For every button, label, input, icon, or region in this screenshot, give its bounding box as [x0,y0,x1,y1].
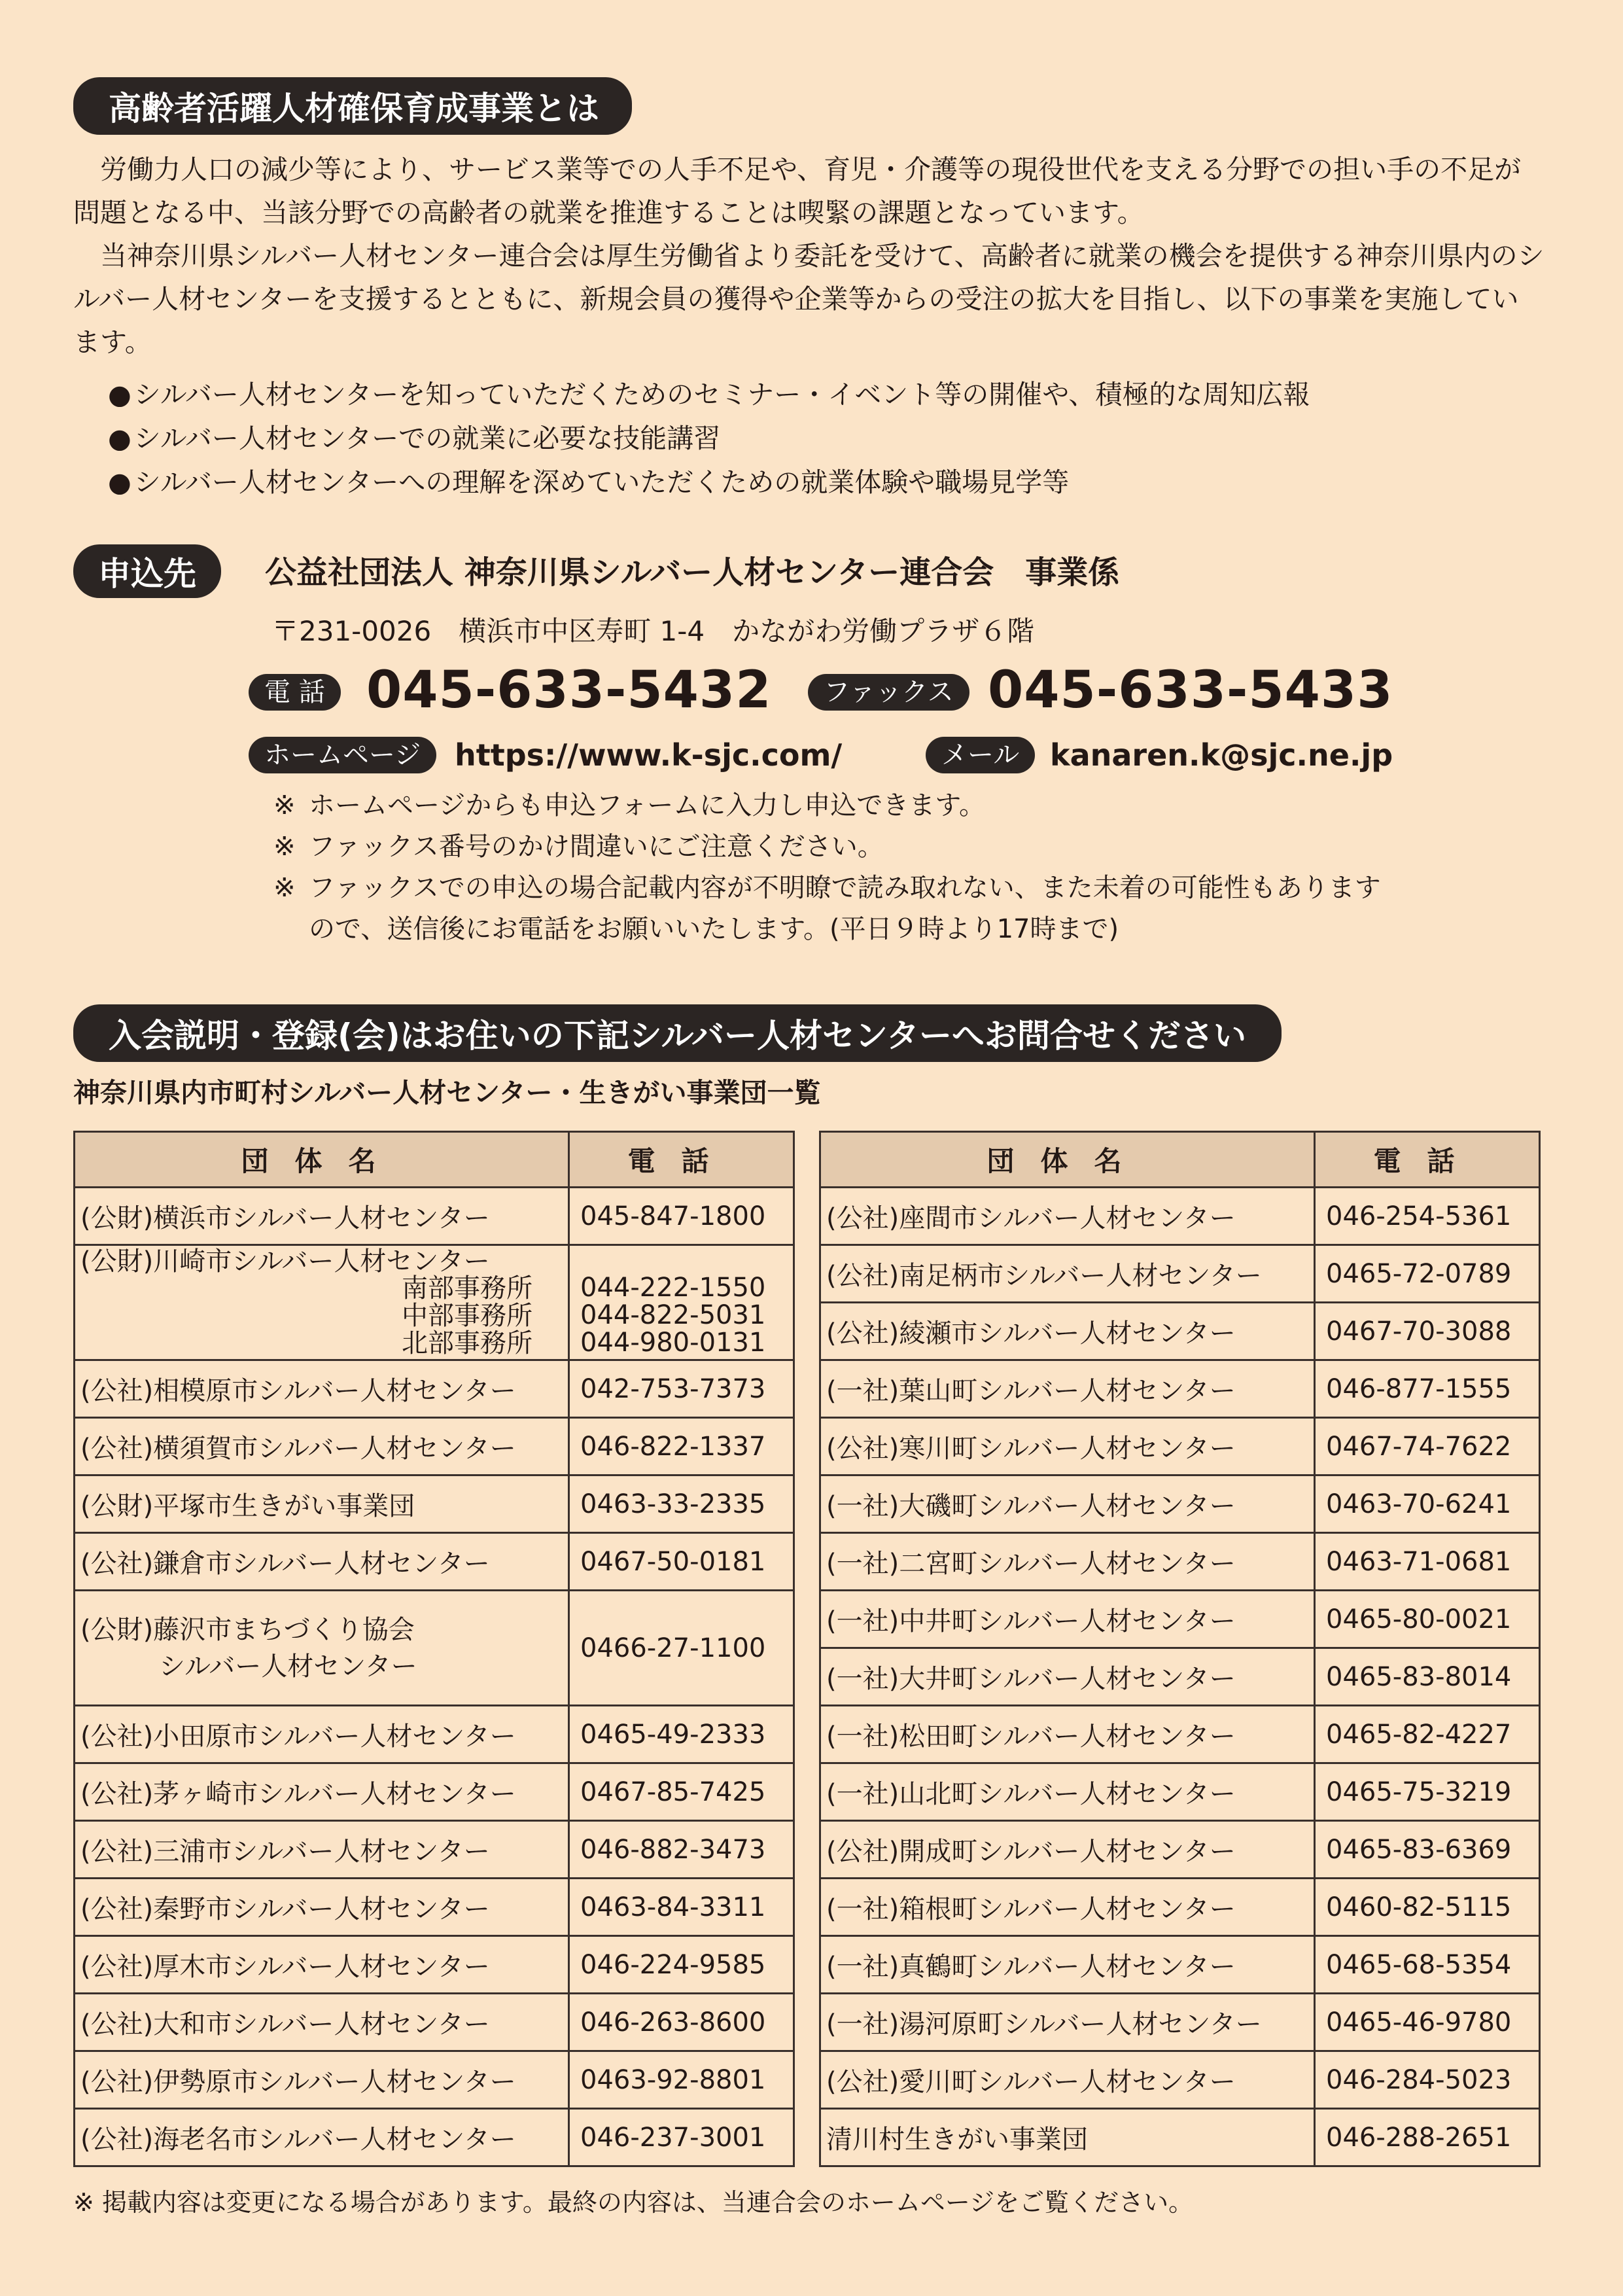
table-row [820,1533,1540,1591]
column-header-tel: 電話 [1315,1132,1540,1188]
column-header-tel: 電話 [569,1132,794,1188]
org-name: (公社)秦野市シルバー人材センター [75,1879,569,1936]
section-heading-program: 高齢者活躍人材確保育成事業とは [73,77,632,135]
table-row [820,1418,1540,1475]
branch-tel: 044-822-5031 [580,1300,766,1330]
table-row [820,1763,1540,1821]
org-name: (公社)鎌倉市シルバー人材センター [75,1533,569,1591]
org-tel: 046-263-8600 [569,1994,794,2051]
org-tel: 046-877-1555 [1315,1360,1540,1418]
org-tel: 0465-49-2333 [569,1706,794,1763]
org-name: (公社)愛川町シルバー人材センター [820,2051,1315,2109]
table-row [820,1706,1540,1763]
table-row [820,1475,1540,1533]
table-row [820,1360,1540,1418]
table-row [820,1188,1540,1245]
section-heading-membership: 入会説明・登録(会)はお住いの下記シルバー人材センターへお問合せください [73,1004,1282,1062]
note-item-continued: ので、送信後にお電話をお願いいたします。(平日９時より17時まで) [309,914,1119,944]
apply-notes [273,785,1381,950]
table-row [820,1245,1540,1303]
note-mark: ※ [273,832,296,862]
fax-number[interactable]: 045-633-5433 [988,661,1393,720]
table-row [820,2109,1540,2166]
table-row [820,1303,1540,1360]
org-tel: 0467-70-3088 [1315,1303,1540,1360]
note-item: ファックス番号のかけ間違いにご注意ください。 [309,832,884,862]
org-name: (一社)松田町シルバー人材センター [820,1706,1315,1763]
bullet-item: ● シルバー人材センターを知っていただくためのセミナー・イベント等の開催や、積極的な周知広報 [108,373,1310,417]
apply-label: 申込先 [73,544,221,598]
org-name: (公社)南足柄市シルバー人材センター [820,1245,1315,1303]
org-name: (公財)藤沢市まちづくり協会 [80,1614,415,1645]
bullet-item: ● シルバー人材センターへの理解を深めていただくための就業体験や職場見学等 [108,461,1310,504]
note-item: ホームページからも申込フォームに入力し申込できます。 [309,790,985,821]
org-name: (公社)横須賀市シルバー人材センター [75,1418,569,1475]
org-tel: 0466-27-1100 [569,1591,794,1706]
org-tel: 0467-74-7622 [1315,1418,1540,1475]
branch-tel: 044-222-1550 [580,1273,766,1303]
org-name: (公財)平塚市生きがい事業団 [75,1475,569,1533]
org-tel: 0465-83-8014 [1315,1648,1540,1706]
table-row [820,1591,1540,1648]
org-tel: 0465-82-4227 [1315,1706,1540,1763]
org-name: 清川村生きがい事業団 [820,2109,1315,2166]
org-name: (一社)葉山町シルバー人材センター [820,1360,1315,1418]
org-tel: 046-288-2651 [1315,2109,1540,2166]
note-mark: ※ [273,790,296,821]
paragraph-1: 労働力人口の減少等により、サービス業等での人手不足や、育児・介護等の現役世代を支える分野での担い手の不足が問題となる中、当該分野での高齢者の就業を推進することは喫緊の課題となっています。 [73,154,1522,228]
branch-name: 北部事務所 [402,1328,532,1358]
directory-table-right [819,1131,1541,2167]
org-tel: 0460-82-5115 [1315,1879,1540,1936]
org-name: (公社)伊勢原市シルバー人材センター [75,2051,569,2109]
column-header-name: 団体名 [75,1132,569,1188]
table-row [820,1936,1540,1994]
homepage-tag: ホームページ [249,737,436,773]
org-name: (公社)寒川町シルバー人材センター [820,1418,1315,1475]
table-row-kawasaki [75,1245,794,1360]
branch-tel: 044-980-0131 [580,1328,766,1358]
org-tel: 046-284-5023 [1315,2051,1540,2109]
org-tel: 0465-75-3219 [1315,1763,1540,1821]
org-name: (一社)大磯町シルバー人材センター [820,1475,1315,1533]
org-tel: 0465-68-5354 [1315,1936,1540,1994]
note-item: ファックスでの申込の場合記載内容が不明瞭で読み取れない、また未着の可能性もあります [309,873,1381,903]
org-tel: 0463-70-6241 [1315,1475,1540,1533]
directory-title: 神奈川県内市町村シルバー人材センター・生きがい事業団一覧 [73,1077,821,1108]
org-tel: 046-254-5361 [1315,1188,1540,1245]
org-tel: 0467-85-7425 [569,1763,794,1821]
org-name: (一社)箱根町シルバー人材センター [820,1879,1315,1936]
org-name: (一社)真鶴町シルバー人材センター [820,1936,1315,1994]
org-tel: 046-237-3001 [569,2109,794,2166]
org-tel: 0465-83-6369 [1315,1821,1540,1879]
org-name: (一社)二宮町シルバー人材センター [820,1533,1315,1591]
directory-table-left [73,1131,795,2167]
org-tel: 045-847-1800 [569,1188,794,1245]
table-row [820,1994,1540,2051]
column-header-name: 団体名 [820,1132,1315,1188]
paragraph-2: 当神奈川県シルバー人材センター連合会は厚生労働省より委託を受けて、高齢者に就業の機会を提供する神奈川県内のシルバー人材センターを支援するとともに、新規会員の獲得や企業等からの受注の拡大を目指し、以下の事業を実施しています。 [73,240,1544,358]
organization-name: 公益社団法人 神奈川県シルバー人材センター連合会 事業係 [265,554,1120,591]
org-name: (公社)座間市シルバー人材センター [820,1188,1315,1245]
org-tel: 0465-46-9780 [1315,1994,1540,2051]
org-name: (公社)厚木市シルバー人材センター [75,1936,569,1994]
table-row [820,1821,1540,1879]
org-tel: 0465-72-0789 [1315,1245,1540,1303]
phone-tag: 電 話 [249,674,341,711]
mail-link[interactable]: kanaren.k@sjc.ne.jp [1050,737,1393,773]
org-name-line2: シルバー人材センター [159,1651,417,1682]
footnote: ※ 掲載内容は変更になる場合があります。最終の内容は、当連合会のホームページをご覧ください。 [73,2188,1194,2217]
branch-name: 中部事務所 [402,1300,532,1331]
org-tel: 046-224-9585 [569,1936,794,1994]
org-name: (公財)横浜市シルバー人材センター [75,1188,569,1245]
org-name: (公社)相模原市シルバー人材センター [75,1360,569,1418]
org-name: (公社)三浦市シルバー人材センター [75,1821,569,1879]
org-tel: 0463-84-3311 [569,1879,794,1936]
org-name: (公社)開成町シルバー人材センター [820,1821,1315,1879]
note-mark: ※ [273,873,296,903]
homepage-link[interactable]: https://www.k-sjc.com/ [455,737,843,773]
postal-address: 〒231-0026 横浜市中区寿町 1-4 かながわ労働プラザ６階 [271,615,1035,647]
fax-tag: ファックス [808,674,969,711]
org-name: (公社)茅ヶ崎市シルバー人材センター [75,1763,569,1821]
org-name: (公社)小田原市シルバー人材センター [75,1706,569,1763]
table-row [820,2051,1540,2109]
program-bullet-list [108,373,1310,504]
org-tel: 0463-33-2335 [569,1475,794,1533]
phone-number[interactable]: 045-633-5432 [366,661,772,720]
bullet-item: ● シルバー人材センターでの就業に必要な技能講習 [108,417,1310,461]
org-name: (公社)綾瀬市シルバー人材センター [820,1303,1315,1360]
org-name: (公財)川崎市シルバー人材センター [80,1246,490,1277]
org-tel: 0463-71-0681 [1315,1533,1540,1591]
org-tel: 042-753-7373 [569,1360,794,1418]
org-name: (公社)海老名市シルバー人材センター [75,2109,569,2166]
org-tel: 0463-92-8801 [569,2051,794,2109]
org-name: (一社)中井町シルバー人材センター [820,1591,1315,1648]
org-name: (一社)大井町シルバー人材センター [820,1648,1315,1706]
org-tel: 0467-50-0181 [569,1533,794,1591]
org-tel: 046-882-3473 [569,1821,794,1879]
org-name: (一社)山北町シルバー人材センター [820,1763,1315,1821]
table-row [820,1879,1540,1936]
table-row [820,1648,1540,1706]
mail-tag: メール [926,737,1035,773]
org-tel: 046-822-1337 [569,1418,794,1475]
org-tel: 0465-80-0021 [1315,1591,1540,1648]
branch-name: 南部事務所 [402,1273,532,1303]
org-name: (一社)湯河原町シルバー人材センター [820,1994,1315,2051]
program-description [73,148,1545,364]
org-name: (公社)大和市シルバー人材センター [75,1994,569,2051]
